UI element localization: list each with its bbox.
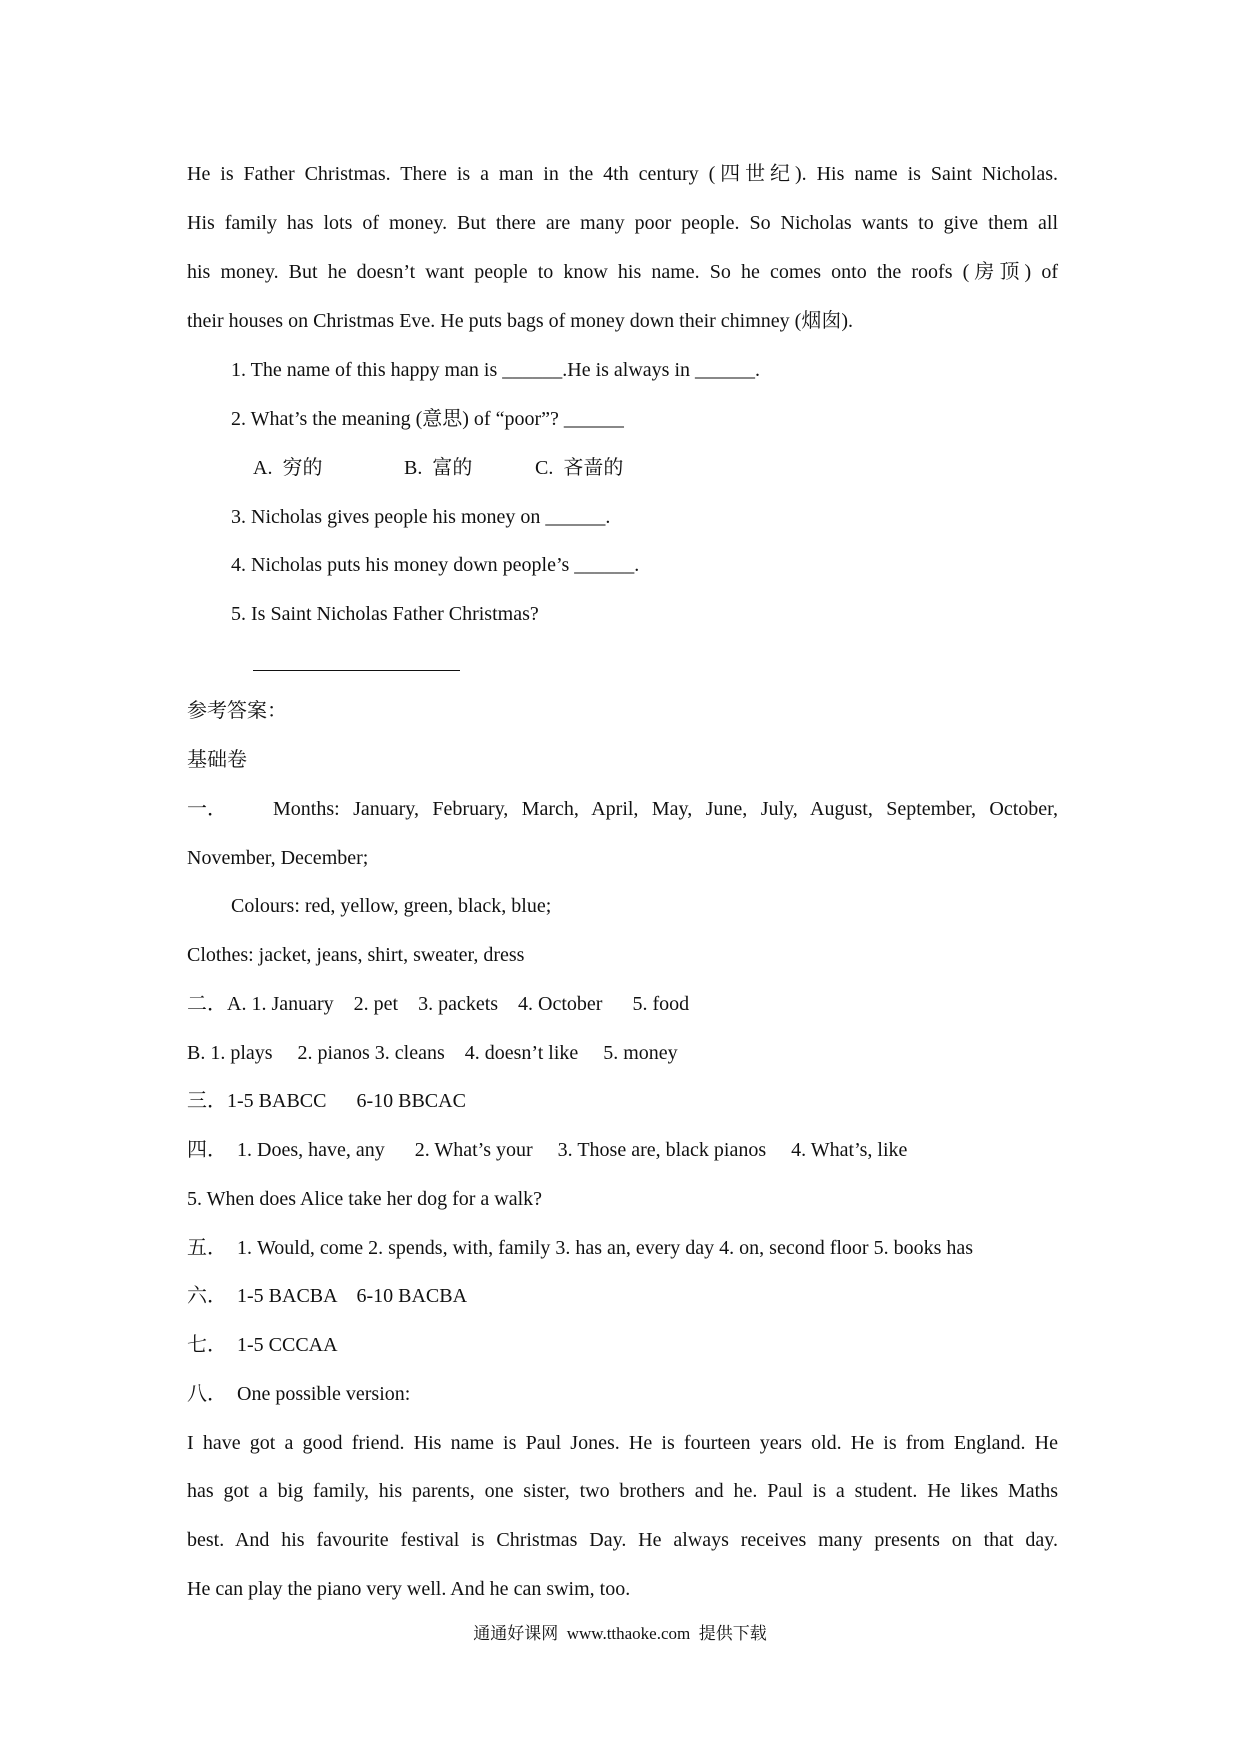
passage-line: He is Father Christmas. There is a man in the 4th century (四世纪). His name is Saint Nicholas.	[187, 163, 1058, 185]
question-3: 3. Nicholas gives people his money on ______.	[231, 506, 611, 528]
question-5: 5. Is Saint Nicholas Father Christmas?	[231, 603, 539, 625]
section-1-months: Months: January, February, March, April, May, June, July, August, September, October,	[273, 798, 1058, 820]
answers-subheading: 基础卷	[187, 749, 247, 771]
question-2: 2. What’s the meaning (意思) of “poor”? ______	[231, 408, 624, 430]
question-1: 1. The name of this happy man is ______.He is always in ______.	[231, 359, 761, 381]
section-1-clothes: Clothes: jacket, jeans, shirt, sweater, dress	[187, 944, 525, 966]
section-4: 四． 1. Does, have, any 2. What’s your 3. Those are, black pianos 4. What’s, like	[187, 1139, 908, 1161]
section-6: 六． 1-5 BACBA 6-10 BACBA	[187, 1285, 468, 1307]
passage-line: His family has lots of money. But there are many poor people. So Nicholas wants to give them all	[187, 212, 1058, 234]
essay-line: I have got a good friend. His name is Paul Jones. He is fourteen years old. He is from England. He	[187, 1432, 1058, 1454]
passage-line: his money. But he doesn’t want people to know his name. So he comes onto the roofs (房顶) of	[187, 261, 1058, 283]
section-5: 五． 1. Would, come 2. spends, with, family 3. has an, every day 4. on, second floor 5. books has	[187, 1237, 974, 1259]
section-1-colours: Colours: red, yellow, green, black, blue;	[231, 895, 552, 917]
essay-line: best. And his favourite festival is Christmas Day. He always receives many presents on that day.	[187, 1529, 1058, 1551]
section-3: 三．1-5 BABCC 6-10 BBCAC	[187, 1090, 466, 1112]
essay-line: He can play the piano very well. And he can swim, too.	[187, 1578, 631, 1600]
footer-text: 通通好课网 www.tthaoke.com 提供下载	[473, 1624, 767, 1643]
essay-line: has got a big family, his parents, one sister, two brothers and he. Paul is a student. He likes Maths	[187, 1480, 1058, 1502]
section-4-b: 5. When does Alice take her dog for a walk?	[187, 1188, 543, 1210]
section-7: 七． 1-5 CCCAA	[187, 1334, 338, 1356]
option-a: A. 穷的	[253, 457, 323, 479]
option-c: C. 吝啬的	[535, 457, 624, 479]
answers-heading: 参考答案：	[187, 700, 287, 722]
section-2-b: B. 1. plays 2. pianos 3. cleans 4. doesn’t like 5. money	[187, 1042, 678, 1064]
section-2-a: 二．A. 1. January 2. pet 3. packets 4. October 5. food	[187, 993, 690, 1015]
section-8: 八． One possible version:	[187, 1383, 411, 1405]
question-4: 4. Nicholas puts his money down people’s ______.	[231, 554, 640, 576]
passage-line: their houses on Christmas Eve. He puts bags of money down their chimney (烟囱).	[187, 310, 853, 332]
option-b: B. 富的	[404, 457, 473, 479]
answer-blank-line	[253, 670, 460, 671]
section-1-label: 一．	[187, 798, 227, 820]
section-1-months-cont: November, December;	[187, 847, 369, 869]
